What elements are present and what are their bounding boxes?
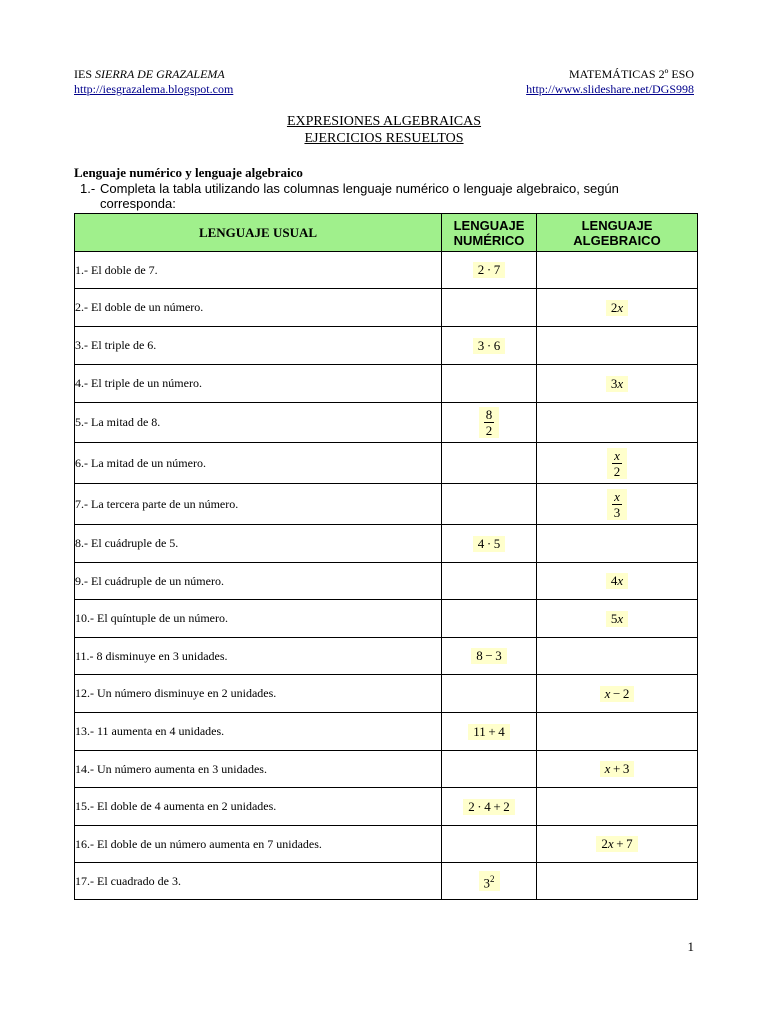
instruction-line-2: corresponda: bbox=[100, 196, 176, 211]
school-prefix: IES bbox=[74, 67, 95, 81]
header-numeric-line1: LENGUAJE bbox=[453, 217, 525, 233]
algebraic-language-cell bbox=[537, 675, 698, 713]
usual-language-cell: 5.- La mitad de 8. bbox=[75, 403, 442, 443]
numeric-language-cell bbox=[442, 327, 537, 365]
fraction: $\frac{x}{3}$ bbox=[607, 489, 628, 520]
usual-language-cell: 10.- El quíntuple de un número. bbox=[75, 600, 442, 638]
school-name-line bbox=[74, 67, 233, 82]
table-row bbox=[75, 443, 698, 484]
table-header-row bbox=[75, 214, 698, 252]
table-row bbox=[75, 403, 698, 443]
usual-language-cell: 16.- El doble de un número aumenta en 7 unidades. bbox=[75, 826, 442, 863]
power: $3^2$ bbox=[479, 871, 500, 891]
header-numeric-line2: NUMÉRICO bbox=[453, 232, 525, 248]
algebraic-language-cell bbox=[537, 443, 698, 484]
algebraic-language-cell bbox=[537, 365, 698, 403]
table-row bbox=[75, 751, 698, 788]
numeric-language-cell bbox=[442, 675, 537, 713]
numeric-language-cell bbox=[442, 252, 537, 289]
usual-language-cell: 3.- El triple de 6. bbox=[75, 327, 442, 365]
table-row bbox=[75, 563, 698, 600]
numeric-language-cell bbox=[442, 525, 537, 563]
table-row bbox=[75, 863, 698, 900]
exercise-table bbox=[74, 213, 698, 900]
expression: x − 2 bbox=[600, 686, 635, 702]
algebraic-language-cell bbox=[537, 289, 698, 327]
exercise-number: 1.- bbox=[80, 181, 96, 196]
school-name: SIERRA DE GRAZALEMA bbox=[95, 67, 225, 81]
algebraic-language-cell bbox=[537, 751, 698, 788]
usual-language-cell: 4.- El triple de un número. bbox=[75, 365, 442, 403]
title-line-2: EJERCICIOS RESUELTOS bbox=[304, 131, 464, 146]
expression: 3 · 6 bbox=[473, 338, 506, 354]
numeric-language-cell bbox=[442, 863, 537, 900]
expression: 5x bbox=[606, 611, 628, 627]
expression: 4x bbox=[606, 573, 628, 589]
page-number: 1 bbox=[687, 939, 694, 954]
document-title bbox=[0, 113, 768, 147]
algebraic-language-cell bbox=[537, 713, 698, 751]
numeric-language-cell bbox=[442, 826, 537, 863]
header-algebraic-line1: LENGUAJE bbox=[581, 217, 653, 233]
usual-language-cell: 17.- El cuadrado de 3. bbox=[75, 863, 442, 900]
header-algebraic-line2: ALGEBRAICO bbox=[573, 232, 661, 248]
table-row bbox=[75, 675, 698, 713]
table-row bbox=[75, 484, 698, 525]
usual-language-cell: 8.- El cuádruple de 5. bbox=[75, 525, 442, 563]
expression: 8 − 3 bbox=[471, 648, 507, 664]
numeric-language-cell bbox=[442, 751, 537, 788]
header-numeric bbox=[442, 214, 537, 252]
fraction: $\frac{8}{2}$ bbox=[479, 407, 500, 438]
title-line-1: EXPRESIONES ALGEBRAICAS bbox=[286, 114, 482, 129]
header-usual: LENGUAJE USUAL bbox=[75, 214, 442, 252]
algebraic-language-cell bbox=[537, 403, 698, 443]
table-row bbox=[75, 525, 698, 563]
numeric-language-cell bbox=[442, 563, 537, 600]
numeric-language-cell bbox=[442, 600, 537, 638]
usual-language-cell: 2.- El doble de un número. bbox=[75, 289, 442, 327]
table-row bbox=[75, 788, 698, 826]
table-row bbox=[75, 713, 698, 751]
algebraic-language-cell bbox=[537, 563, 698, 600]
numeric-language-cell bbox=[442, 443, 537, 484]
header-left bbox=[74, 67, 233, 97]
algebraic-language-cell bbox=[537, 484, 698, 525]
usual-language-cell: 7.- La tercera parte de un número. bbox=[75, 484, 442, 525]
algebraic-language-cell bbox=[537, 788, 698, 826]
algebraic-language-cell bbox=[537, 826, 698, 863]
algebraic-language-cell bbox=[537, 638, 698, 675]
usual-language-cell: 15.- El doble de 4 aumenta en 2 unidades. bbox=[75, 788, 442, 826]
algebraic-language-cell bbox=[537, 252, 698, 289]
algebraic-language-cell bbox=[537, 863, 698, 900]
algebraic-language-cell bbox=[537, 600, 698, 638]
table-row bbox=[75, 826, 698, 863]
numeric-language-cell bbox=[442, 403, 537, 443]
expression: 11 + 4 bbox=[468, 724, 510, 740]
usual-language-cell: 13.- 11 aumenta en 4 unidades. bbox=[75, 713, 442, 751]
algebraic-language-cell bbox=[537, 525, 698, 563]
numeric-language-cell bbox=[442, 713, 537, 751]
expression: 2x bbox=[606, 300, 628, 316]
numeric-language-cell bbox=[442, 289, 537, 327]
numeric-language-cell bbox=[442, 484, 537, 525]
usual-language-cell: 14.- Un número aumenta en 3 unidades. bbox=[75, 751, 442, 788]
usual-language-cell: 6.- La mitad de un número. bbox=[75, 443, 442, 484]
numeric-language-cell bbox=[442, 365, 537, 403]
expression: 2 · 7 bbox=[473, 262, 506, 278]
numeric-language-cell bbox=[442, 788, 537, 826]
school-url-link[interactable]: http://iesgrazalema.blogspot.com bbox=[74, 82, 234, 96]
instruction-line-1: Completa la tabla utilizando las columnas lenguaje numérico o lenguaje algebraico, según bbox=[100, 181, 619, 196]
expression: 2 · 4 + 2 bbox=[463, 799, 515, 815]
expression: x + 3 bbox=[600, 761, 635, 777]
table-row bbox=[75, 289, 698, 327]
usual-language-cell: 1.- El doble de 7. bbox=[75, 252, 442, 289]
table-row bbox=[75, 365, 698, 403]
header-algebraic bbox=[537, 214, 698, 252]
usual-language-cell: 9.- El cuádruple de un número. bbox=[75, 563, 442, 600]
numeric-language-cell bbox=[442, 638, 537, 675]
subject-url-link[interactable]: http://www.slideshare.net/DGS998 bbox=[526, 82, 694, 96]
table-row bbox=[75, 327, 698, 365]
section-heading: Lenguaje numérico y lenguaje algebraico bbox=[74, 165, 303, 180]
table-row bbox=[75, 252, 698, 289]
algebraic-language-cell bbox=[537, 327, 698, 365]
expression: 3x bbox=[606, 376, 628, 392]
table-row bbox=[75, 600, 698, 638]
usual-language-cell: 12.- Un número disminuye en 2 unidades. bbox=[75, 675, 442, 713]
exercise-instruction bbox=[80, 181, 680, 211]
header-right bbox=[526, 67, 694, 97]
expression: 2x + 7 bbox=[596, 836, 637, 852]
usual-language-cell: 11.- 8 disminuye en 3 unidades. bbox=[75, 638, 442, 675]
expression: 4 · 5 bbox=[473, 536, 506, 552]
subject-label: MATEMÁTICAS 2º ESO bbox=[568, 67, 694, 81]
table-row bbox=[75, 638, 698, 675]
fraction: $\frac{x}{2}$ bbox=[607, 448, 628, 479]
